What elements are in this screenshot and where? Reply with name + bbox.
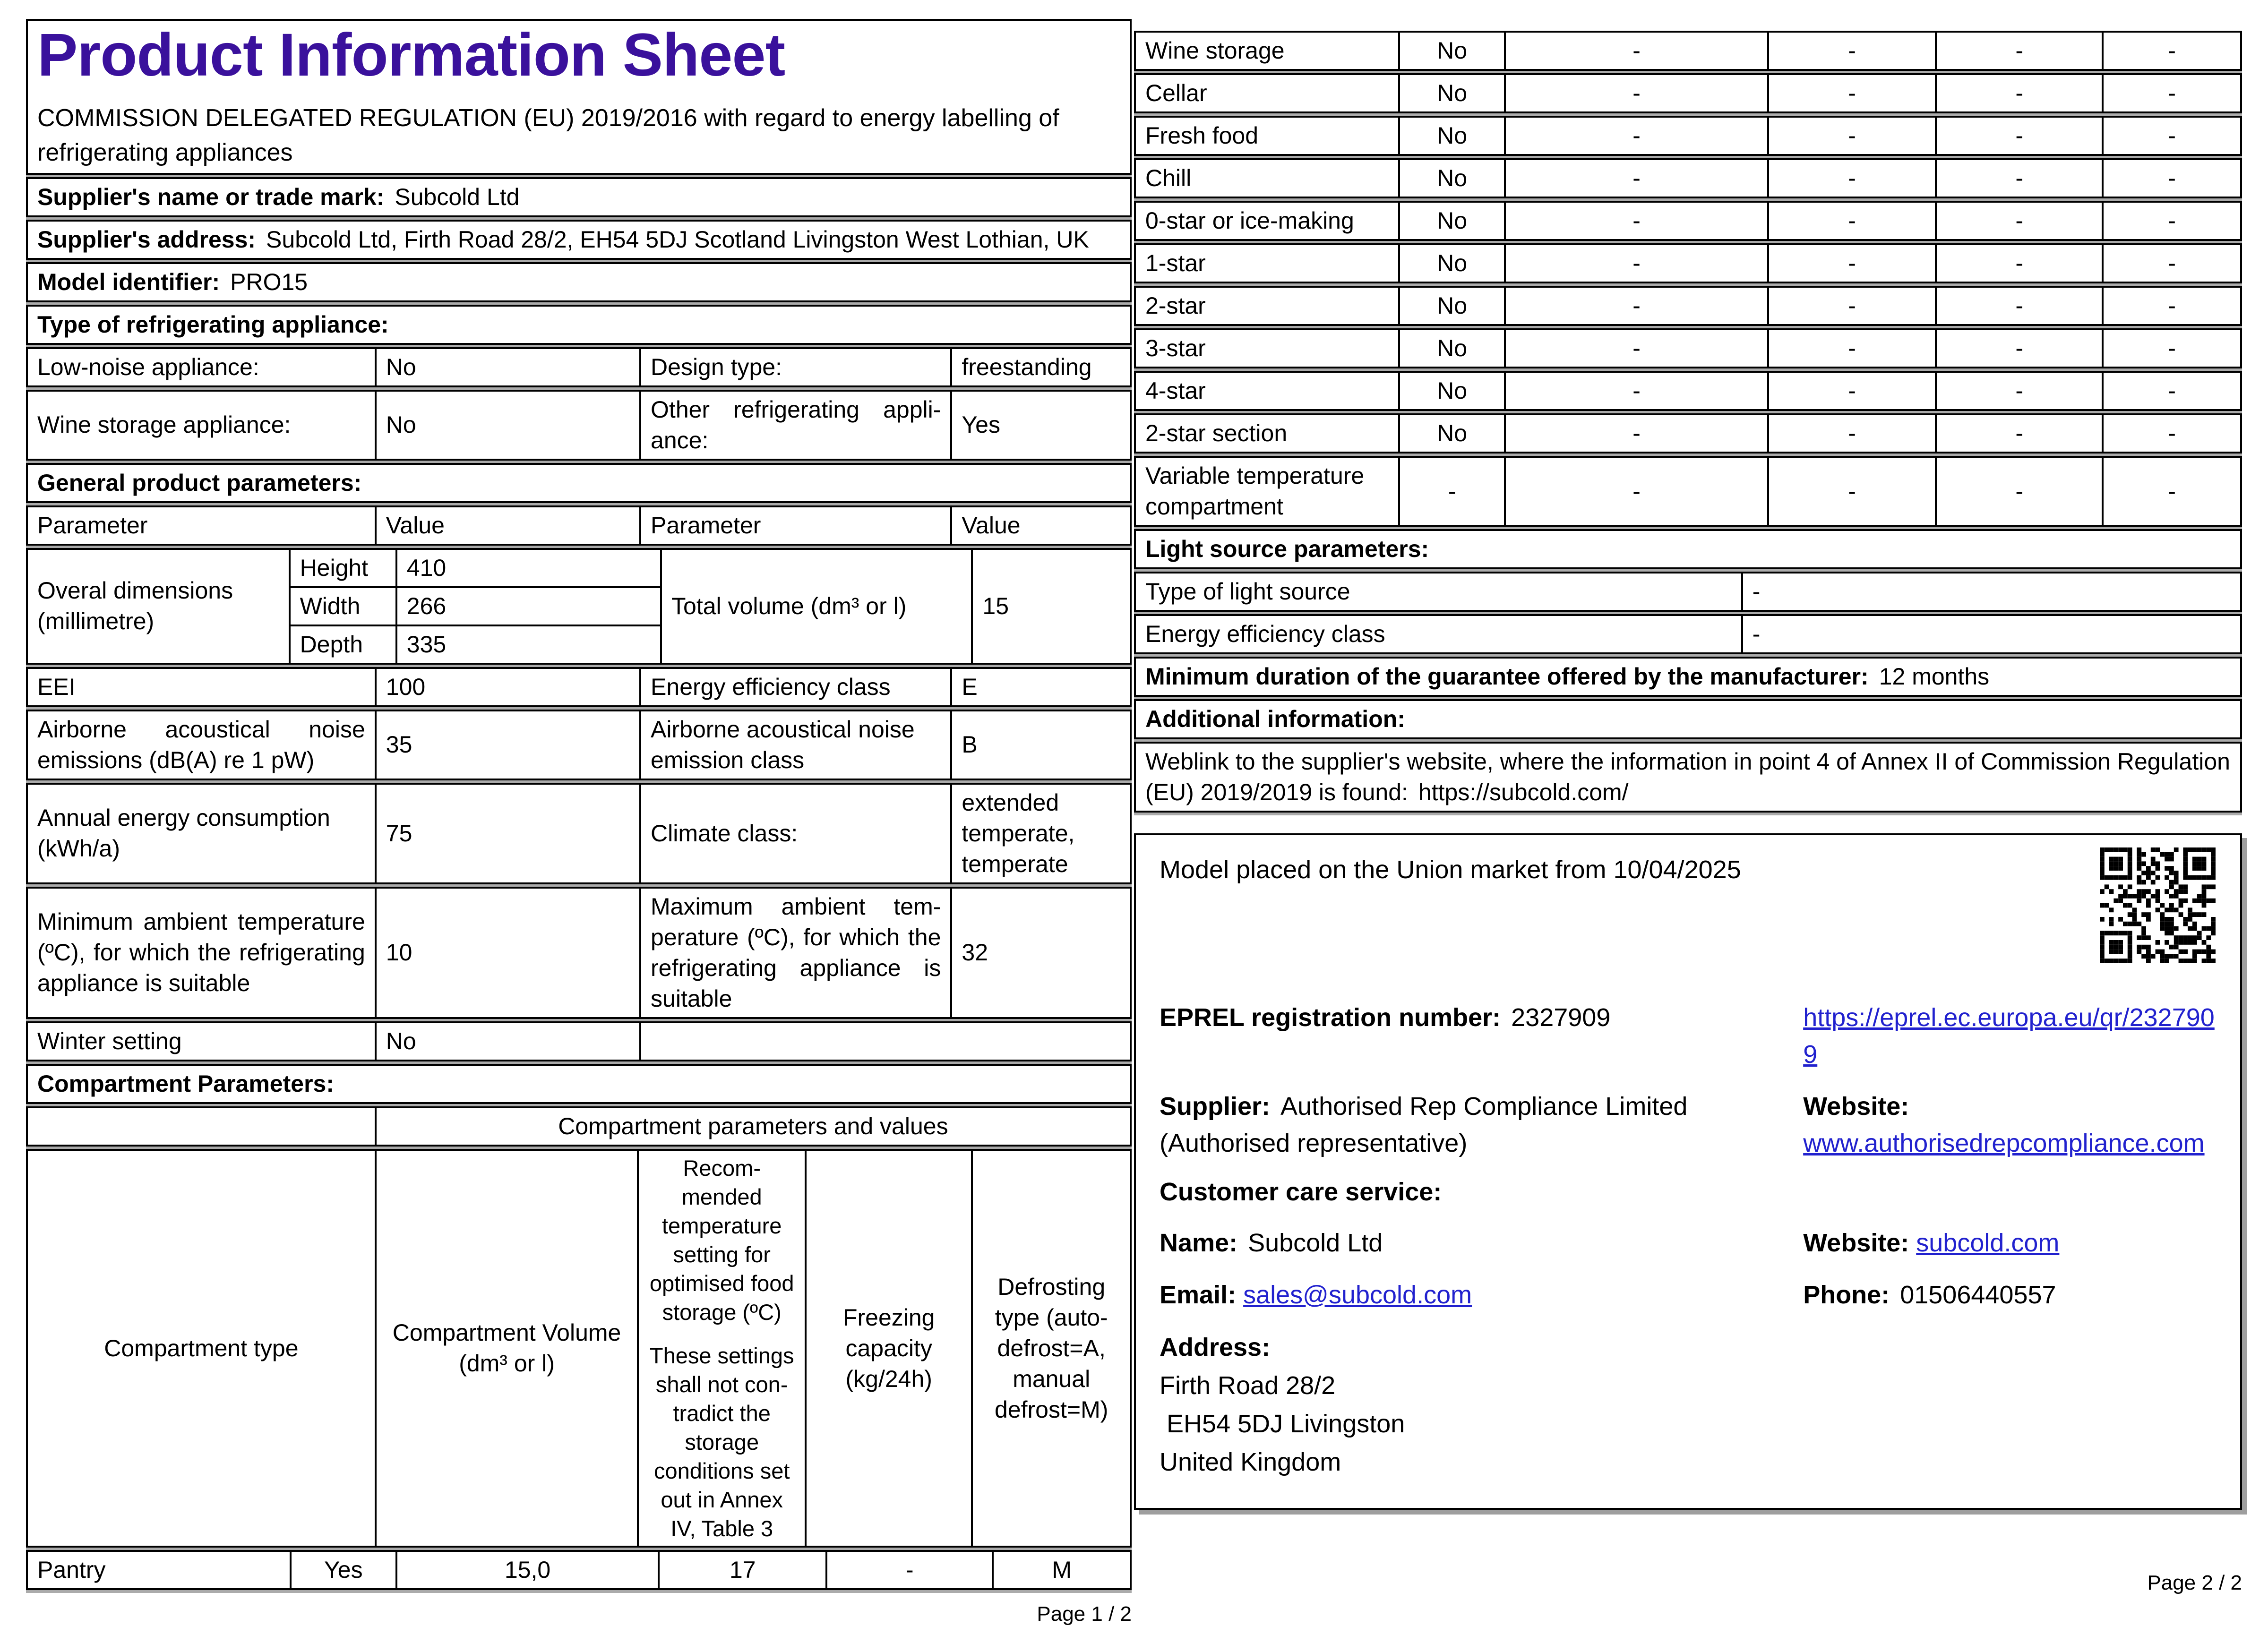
compartment-value-cell: 15,0 <box>396 1551 659 1589</box>
compartment-label-cell: Fresh food <box>1135 117 1399 155</box>
compartment-value-cell: - <box>2103 159 2241 197</box>
supplier-name-label: Supplier's name or trade mark: <box>37 183 385 210</box>
regulation-subtitle: COMMISSION DELEGATED REGULATION (EU) 2019/2016 with regard to energy labelling of refrigerating appliances <box>37 104 1059 167</box>
compartment-volume-header: Compartment Volume (dm³ or l) <box>376 1150 638 1547</box>
compartment-label-cell: 0-star or ice-making <box>1135 202 1399 240</box>
page-1-footer: Page 1 / 2 <box>1037 1602 1132 1626</box>
compartment-label-cell: 1-star <box>1135 244 1399 282</box>
compartment-value-cell: - <box>1399 457 1505 526</box>
compartment-column-header-row <box>26 1149 1132 1548</box>
energy-consumption-value: 75 <box>376 784 640 883</box>
compartment-value-cell: No <box>1399 244 1505 282</box>
care-phone <box>1803 1276 2226 1313</box>
supplier-row <box>1160 1088 2216 1162</box>
compartment-value-cell: - <box>1505 32 1768 70</box>
compartment-label-cell: 4-star <box>1135 372 1399 410</box>
model-identifier-row <box>27 263 1131 301</box>
compartment-value-cell: - <box>826 1551 993 1589</box>
care-name-row <box>1160 1224 2216 1261</box>
table-row <box>1134 413 2242 454</box>
guarantee-value: 12 months <box>1879 663 1990 690</box>
pantry-row <box>26 1550 1132 1590</box>
compartment-value-cell: - <box>1768 202 1936 240</box>
compartment-value-cell: 17 <box>659 1551 826 1589</box>
address-block <box>1160 1328 2216 1481</box>
compartment-value-cell: - <box>2103 414 2241 453</box>
email-link[interactable]: sales@subcold.com <box>1243 1281 1472 1309</box>
low-noise-label: Low-noise appliance: <box>27 348 376 386</box>
other-appliance-value: Yes <box>951 391 1131 460</box>
dimension-key: Height <box>290 549 396 587</box>
compartment-heading-section <box>26 1064 1132 1104</box>
recommended-temperature-header-line1: Recommended temperature setting for optimised food storage (ºC) <box>649 1155 794 1325</box>
empty-cell <box>640 1022 1131 1061</box>
compartment-value-cell: - <box>2103 74 2241 112</box>
parameter-header-row <box>26 505 1132 546</box>
column-header: Value <box>951 506 1131 545</box>
compartment-value-cell: No <box>1399 372 1505 410</box>
page-2 <box>1134 28 2242 1595</box>
compartment-span-header-row <box>26 1106 1132 1147</box>
supplier-website <box>1803 1088 2226 1162</box>
noise-class-label: Airborne acoustical noise emission class <box>640 710 951 779</box>
compartment-value-cell: - <box>1505 457 1768 526</box>
supplier-address-section <box>26 220 1132 260</box>
care-website-link[interactable]: subcold.com <box>1916 1228 2060 1257</box>
compartment-value-cell: - <box>1505 74 1768 112</box>
compartment-value-cell: - <box>1936 287 2103 325</box>
dimensions-label: Overal dimensions (millimetre) <box>27 549 290 664</box>
low-noise-row <box>26 347 1132 387</box>
model-identifier-value: PRO15 <box>230 268 308 295</box>
noise-label: Airborne acoustical noise emissions (dB(A) re 1 pW) <box>27 710 376 779</box>
type-heading-section <box>26 305 1132 345</box>
guarantee-row <box>1134 657 2242 697</box>
compartment-value-cell: - <box>1505 202 1768 240</box>
dimensions-row <box>26 548 1132 665</box>
compartment-value-cell: No <box>1399 32 1505 70</box>
design-type-label: Design type: <box>640 348 951 386</box>
table-row <box>1134 73 2242 113</box>
total-volume-label: Total volume (dm³ or l) <box>661 549 972 664</box>
compartment-value-cell: - <box>1768 287 1936 325</box>
climate-class-value: extended temperate, temperate <box>951 784 1131 883</box>
name-label: Name: <box>1160 1228 1238 1257</box>
compartment-value-cell: - <box>1768 329 1936 368</box>
compartment-label-cell: 3-star <box>1135 329 1399 368</box>
eprel-value: 2327909 <box>1511 1003 1611 1032</box>
supplier-address-label: Supplier's address: <box>37 226 256 253</box>
compartment-heading: Compartment Parameters: <box>27 1065 1131 1103</box>
design-type-value: freestanding <box>951 348 1131 386</box>
weblink-url: https://subcold.com/ <box>1418 779 1629 805</box>
name-value: Subcold Ltd <box>1248 1228 1383 1257</box>
eprel-link[interactable]: https://eprel.ec.europa.eu/qr/2327909 <box>1803 1003 2215 1069</box>
page-1 <box>26 19 1132 1626</box>
compartment-label-cell: 2-star <box>1135 287 1399 325</box>
supplier-address-row <box>27 221 1131 259</box>
compartment-value-cell: - <box>1768 32 1936 70</box>
compartment-type-header: Compartment type <box>27 1150 376 1547</box>
page-title: Product Information Sheet <box>37 21 785 89</box>
recommended-temperature-header <box>638 1150 806 1547</box>
column-header: Value <box>376 506 640 545</box>
title-cell <box>27 20 1131 174</box>
supplier-info <box>1160 1088 1794 1162</box>
compartment-value-cell: - <box>2103 287 2241 325</box>
supplier-address-value: Subcold Ltd, Firth Road 28/2, EH54 5DJ Scotland Livingston West Lothian, UK <box>266 226 1089 253</box>
care-contact-row <box>1160 1276 2216 1313</box>
supplier-name-value: Subcold Ltd <box>395 183 520 210</box>
compartment-value-cell: - <box>1505 414 1768 453</box>
compartment-value-cell: - <box>2103 372 2241 410</box>
table-row <box>1134 243 2242 283</box>
compartment-value-cell: Yes <box>291 1551 396 1589</box>
email-label: Email: <box>1160 1281 1237 1309</box>
general-heading: General product parameters: <box>27 464 1131 502</box>
compartment-value-cell: No <box>1399 287 1505 325</box>
noise-class-value: B <box>951 710 1131 779</box>
max-ambient-value: 32 <box>951 888 1131 1018</box>
eei-value: 100 <box>376 668 640 706</box>
eprel-registration <box>1160 999 1794 1073</box>
light-source-value-cell: - <box>1742 615 2241 653</box>
model-identifier-section <box>26 262 1132 302</box>
compartment-value-cell: - <box>2103 244 2241 282</box>
compartment-value-cell: No <box>1399 329 1505 368</box>
eei-row <box>26 667 1132 707</box>
compartment-value-cell: - <box>2103 32 2241 70</box>
compartment-value-cell: - <box>1936 159 2103 197</box>
winter-setting-value: No <box>376 1022 640 1061</box>
compartment-value-cell: - <box>1936 244 2103 282</box>
winter-setting-label: Winter setting <box>27 1022 376 1061</box>
compartment-label-cell: Chill <box>1135 159 1399 197</box>
noise-value: 35 <box>376 710 640 779</box>
guarantee-cell <box>1135 658 2241 696</box>
compartment-value-cell: - <box>1505 287 1768 325</box>
compartment-value-cell: - <box>1936 372 2103 410</box>
light-source-value-cell: - <box>1742 573 2241 611</box>
table-row <box>1134 371 2242 411</box>
compartment-value-cell: - <box>1936 414 2103 453</box>
light-source-label-cell: Energy efficiency class <box>1135 615 1742 653</box>
customer-care-heading: Customer care service: <box>1160 1177 1442 1206</box>
dimension-value: 410 <box>396 549 661 587</box>
additional-info-heading-section <box>1134 699 2242 739</box>
compartment-table-continued <box>1134 31 2242 527</box>
compartment-label-cell: Wine storage <box>1135 32 1399 70</box>
compartment-value-cell: - <box>1505 244 1768 282</box>
compartment-value-cell: - <box>1768 74 1936 112</box>
climate-class-label: Climate class: <box>640 784 951 883</box>
compartment-value-cell: - <box>2103 202 2241 240</box>
light-source-heading: Light source parameters: <box>1135 530 2241 568</box>
compartment-label-cell: 2-star section <box>1135 414 1399 453</box>
compartment-value-cell: No <box>1399 117 1505 155</box>
model-identifier-label: Model identifier: <box>37 268 220 295</box>
compartment-value-cell: - <box>1505 159 1768 197</box>
market-info-box <box>1134 833 2242 1510</box>
recommended-temperature-header-line2: These settings shall not contradict the storage conditions set out in Annex IV, Table 3 <box>649 1343 794 1541</box>
table-row <box>1134 328 2242 368</box>
energy-class-value: E <box>951 668 1131 706</box>
care-email <box>1160 1276 1794 1313</box>
care-website <box>1803 1224 2226 1261</box>
compartment-value-cell: - <box>2103 329 2241 368</box>
eei-label: EEI <box>27 668 376 706</box>
compartment-value-cell: - <box>1936 457 2103 526</box>
eprel-link-wrap <box>1803 999 2226 1073</box>
general-heading-section <box>26 463 1132 503</box>
care-name <box>1160 1224 1794 1261</box>
dimension-key: Width <box>290 587 396 625</box>
compartment-value-cell: No <box>1399 202 1505 240</box>
compartment-value-cell: - <box>1505 117 1768 155</box>
compartment-value-cell: No <box>1399 74 1505 112</box>
compartment-value-cell: - <box>1768 159 1936 197</box>
low-noise-value: No <box>376 348 640 386</box>
website-label: Website: <box>1803 1092 1909 1121</box>
guarantee-label: Minimum duration of the guarantee offered by the manufacturer: <box>1145 663 1869 690</box>
compartment-value-cell: - <box>1505 372 1768 410</box>
supplier-name-row <box>27 178 1131 216</box>
energy-consumption-label: Annual energy consumption (kWh/a) <box>27 784 376 883</box>
min-ambient-label: Minimum ambient temperature (ºC), for which the refrigerating appliance is suitable <box>27 888 376 1018</box>
ambient-temperature-row <box>26 887 1132 1019</box>
compartment-span-header: Compartment parameters and values <box>376 1107 1131 1146</box>
phone-value: 01506440557 <box>1900 1281 2056 1309</box>
dimension-value: 266 <box>396 587 661 625</box>
compartment-value-cell: No <box>1399 414 1505 453</box>
compartment-value-cell: - <box>1768 244 1936 282</box>
table-row <box>1134 456 2242 527</box>
weblink-cell <box>1135 743 2241 812</box>
total-volume-value: 15 <box>972 549 1131 664</box>
empty-cell <box>27 1107 376 1146</box>
compartment-value-cell: - <box>1768 457 1936 526</box>
page-2-footer: Page 2 / 2 <box>2147 1571 2242 1595</box>
title-section <box>26 19 1132 175</box>
address-line: United Kingdom <box>1160 1448 1341 1477</box>
column-header: Parameter <box>640 506 951 545</box>
compartment-value-cell: - <box>1505 329 1768 368</box>
compartment-value-cell: - <box>1936 202 2103 240</box>
weblink-row <box>1134 742 2242 813</box>
address-line: EH54 5DJ Livingston <box>1160 1410 1405 1438</box>
noise-row <box>26 710 1132 780</box>
eprel-row <box>1160 999 2216 1073</box>
other-appliance-label: Other refrigerating appliance: <box>640 391 951 460</box>
compartment-value-cell: - <box>1768 414 1936 453</box>
compartment-value-cell: - <box>1768 117 1936 155</box>
dimension-value: 335 <box>396 625 661 664</box>
table-row <box>1134 201 2242 241</box>
market-placement-text: Model placed on the Union market from 10/04/2025 <box>1160 856 1741 884</box>
column-header: Parameter <box>27 506 376 545</box>
max-ambient-label: Maximum ambient temperature (ºC), for which the refrigerating appliance is suitable <box>640 888 951 1018</box>
website-label: Website: <box>1803 1228 1909 1257</box>
eprel-label: EPREL registration number: <box>1160 1003 1501 1032</box>
compartment-value-cell: - <box>1936 32 2103 70</box>
supplier-label: Supplier: <box>1160 1092 1271 1121</box>
supplier-website-link[interactable]: www.authorisedrepcompliance.​com <box>1803 1129 2205 1158</box>
table-row <box>1134 614 2242 654</box>
wine-storage-row <box>26 390 1132 461</box>
phone-label: Phone: <box>1803 1281 1890 1309</box>
weblink-text: Weblink to the supplier's website, where the information in point 4 of Annex II of Commission Regulation (EU) 2019/2019 is found: <box>1145 748 2230 805</box>
address-label: Address: <box>1160 1333 1271 1362</box>
compartment-value-cell: - <box>2103 117 2241 155</box>
compartment-value-cell: No <box>1399 159 1505 197</box>
compartment-label-cell: Variable temperature compartment <box>1135 457 1399 526</box>
supplier-value: Authorised Rep Compliance Limited (Authorised repres​entative) <box>1160 1092 1688 1158</box>
compartment-value-cell: - <box>1936 74 2103 112</box>
freezing-capacity-header: Freezing capacity (kg/24h) <box>806 1150 972 1547</box>
qr-code <box>2100 847 2216 963</box>
compartment-label-cell: Cellar <box>1135 74 1399 112</box>
wine-storage-value: No <box>376 391 640 460</box>
table-row <box>1134 31 2242 71</box>
table-row <box>1134 572 2242 612</box>
compartment-value-cell: - <box>2103 457 2241 526</box>
type-heading: Type of refrigerating appliance: <box>27 306 1131 344</box>
compartment-value-cell: - <box>1936 117 2103 155</box>
supplier-name-section <box>26 177 1132 217</box>
compartment-value-cell: - <box>1768 372 1936 410</box>
compartment-value-cell: M <box>993 1551 1131 1589</box>
compartment-value-cell: - <box>1936 329 2103 368</box>
light-source-label-cell: Type of light source <box>1135 573 1742 611</box>
light-source-table <box>1134 572 2242 654</box>
table-row <box>1134 158 2242 198</box>
additional-info-heading: Additional information: <box>1135 700 2241 738</box>
defrosting-type-header: Defrosting type (auto-defrost=A, manual defrost=M) <box>972 1150 1131 1547</box>
light-source-heading-section <box>1134 529 2242 569</box>
energy-consumption-row <box>26 783 1132 884</box>
table-row <box>1134 286 2242 326</box>
min-ambient-value: 10 <box>376 888 640 1018</box>
compartment-label-cell: Pantry <box>27 1551 291 1589</box>
wine-storage-label: Wine storage appliance: <box>27 391 376 460</box>
address-line: Firth Road 28/2 <box>1160 1371 1336 1400</box>
dimension-key: Depth <box>290 625 396 664</box>
table-row <box>1134 116 2242 156</box>
winter-setting-row <box>26 1021 1132 1061</box>
energy-class-label: Energy efficiency class <box>640 668 951 706</box>
